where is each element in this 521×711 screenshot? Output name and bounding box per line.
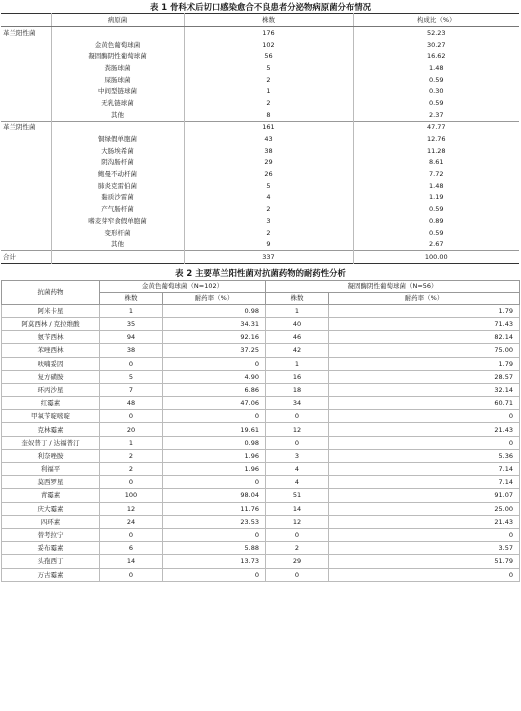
table-row: [1, 192, 519, 204]
table-row: [1, 215, 519, 227]
table-row: [2, 476, 520, 489]
table-row: [1, 145, 519, 157]
table2-cell-count-b: 42: [266, 344, 329, 357]
table2-cell-rate-a: 0: [163, 528, 266, 541]
table1-cell-group: 革兰阴性菌: [1, 121, 51, 133]
table1-cell-pathogen: 粪肠球菌: [51, 62, 184, 74]
table2-cell-count-a: 0: [100, 410, 163, 423]
table2-header-cons: 凝固酶阴性葡萄球菌（N=56）: [266, 280, 520, 292]
table-row: [1, 109, 519, 121]
table2-cell-drug: 苯唑西林: [2, 344, 100, 357]
table2-cell-count-b: 0: [266, 568, 329, 581]
table-row: [1, 227, 519, 239]
table1-cell-count: 29: [184, 157, 353, 169]
table1-cell-pathogen: 嗜麦芽窄食假单胞菌: [51, 215, 184, 227]
table2-cell-drug: 阿莫西林 / 克拉维酸: [2, 317, 100, 330]
table2-cell-rate-b: 1.79: [329, 304, 520, 317]
table1-cell-percent: 2.67: [353, 238, 519, 250]
table1-cell-count: 3: [184, 215, 353, 227]
table2-cell-rate-b: 91.07: [329, 489, 520, 502]
table2-cell-count-a: 2: [100, 463, 163, 476]
table1-cell-group: [1, 227, 51, 239]
table1-cell-group: 革兰阳性菌: [3, 28, 36, 37]
table1-cell-group: [1, 133, 51, 145]
table2-cell-count-a: 35: [100, 317, 163, 330]
table1-cell-pathogen: [51, 121, 184, 133]
table2-cell-rate-a: 5.88: [163, 542, 266, 555]
table2-cell-rate-b: 32.14: [329, 383, 520, 396]
table-row: [1, 27, 519, 39]
table2-cell-drug: 妥布霉素: [2, 542, 100, 555]
table2-cell-count-b: 18: [266, 383, 329, 396]
table1-cell-percent: 0.59: [353, 97, 519, 109]
table-row: [1, 121, 519, 133]
table2-cell-count-b: 12: [266, 423, 329, 436]
table2-cell-count-a: 20: [100, 423, 163, 436]
table-row: [2, 317, 520, 330]
table1-cell-percent: 0.89: [353, 215, 519, 227]
table2-cell-rate-b: 0: [329, 528, 520, 541]
table1-cell-percent: 12.76: [353, 133, 519, 145]
table-row: [2, 528, 520, 541]
table1-cell-count: 176: [184, 27, 353, 39]
table2-cell-drug: 甲氧苄啶嘧啶: [2, 410, 100, 423]
table-row: [2, 502, 520, 515]
table2-cell-rate-b: 51.79: [329, 555, 520, 568]
table2-cell-rate-b: 71.43: [329, 317, 520, 330]
table2-cell-count-a: 100: [100, 489, 163, 502]
table-row: [2, 357, 520, 370]
table1-cell-pathogen: 屎肠球菌: [51, 74, 184, 86]
table1-cell-percent: 0.59: [353, 203, 519, 215]
table1-cell-group: [1, 180, 51, 192]
table-row: [1, 62, 519, 74]
table1-cell-group: [1, 85, 51, 97]
table2-cell-rate-a: 0.98: [163, 304, 266, 317]
table2-cell-count-a: 48: [100, 397, 163, 410]
table1-cell-count: 8: [184, 109, 353, 121]
table2-cell-rate-a: 0: [163, 410, 266, 423]
table2-cell-drug: 青霉素: [2, 489, 100, 502]
table-row: [1, 50, 519, 62]
table1-cell-pathogen: [51, 27, 184, 39]
table-row: [1, 203, 519, 215]
table2-cell-rate-b: 0: [329, 568, 520, 581]
table-row: [1, 238, 519, 250]
table1-cell-count: 56: [184, 50, 353, 62]
table1-cell-percent: 30.27: [353, 39, 519, 51]
table1-cell-pathogen: 阴沟肠杆菌: [51, 157, 184, 169]
table2-cell-count-a: 0: [100, 528, 163, 541]
table1-cell-pathogen: 其他: [51, 109, 184, 121]
table1-header-row: [1, 14, 519, 27]
table-row: [1, 157, 519, 169]
table1-cell-group: [1, 192, 51, 204]
table2-cell-drug: 利奈唑胺: [2, 449, 100, 462]
table2-cell-rate-a: 34.31: [163, 317, 266, 330]
table2-cell-count-b: 51: [266, 489, 329, 502]
table-row: [2, 397, 520, 410]
table2-cell-count-a: 6: [100, 542, 163, 555]
table2-cell-drug: 红霉素: [2, 397, 100, 410]
table1-cell-group: [1, 215, 51, 227]
table-row: [1, 251, 519, 264]
table2-sub-rate-b: 耐药率（%）: [329, 292, 520, 304]
table2-cell-count-b: 34: [266, 397, 329, 410]
table-row: [1, 168, 519, 180]
table2-cell-rate-b: 1.79: [329, 357, 520, 370]
table2-cell-rate-b: 60.71: [329, 397, 520, 410]
table1-cell-count: 337: [184, 251, 353, 264]
table2-cell-drug: 呋喃妥因: [2, 357, 100, 370]
table1-cell-count: 38: [184, 145, 353, 157]
table2-cell-drug: 头孢西丁: [2, 555, 100, 568]
table2-cell-count-a: 94: [100, 331, 163, 344]
table1-cell-percent: 0.59: [353, 74, 519, 86]
table2-cell-drug: 氨苄西林: [2, 331, 100, 344]
table2-cell-drug: 庆大霉素: [2, 502, 100, 515]
table2-cell-drug: 环丙沙星: [2, 383, 100, 396]
table2-cell-rate-a: 0.98: [163, 436, 266, 449]
table1-cell-percent: 100.00: [353, 251, 519, 264]
table2-cell-count-b: 4: [266, 476, 329, 489]
table1-cell-count: 2: [184, 203, 353, 215]
table-row: [1, 180, 519, 192]
table1-header-group: [1, 14, 51, 27]
table1-cell-group: [1, 203, 51, 215]
table1-header-percent: 构成比（%）: [353, 14, 519, 27]
table2-cell-drug: 阿米卡星: [2, 304, 100, 317]
table2-cell-count-b: 4: [266, 463, 329, 476]
table-row: [2, 568, 520, 581]
table1-cell-group: [1, 62, 51, 74]
table2-cell-rate-b: 7.14: [329, 463, 520, 476]
table1-cell-group: [1, 145, 51, 157]
table1-cell-percent: 1.48: [353, 62, 519, 74]
table1-cell-count: 5: [184, 180, 353, 192]
table2-cell-count-b: 1: [266, 357, 329, 370]
table2-cell-drug: 复方磺胺: [2, 370, 100, 383]
table1-cell-pathogen: 铜绿假单胞菌: [51, 133, 184, 145]
table1-cell-count: 2: [184, 227, 353, 239]
table2-cell-rate-b: 75.00: [329, 344, 520, 357]
table1-cell-pathogen: 产气肠杆菌: [51, 203, 184, 215]
table-row: [2, 542, 520, 555]
table1-cell-count: 2: [184, 74, 353, 86]
table1-cell-percent: 0.59: [353, 227, 519, 239]
table1-cell-group: [1, 39, 51, 51]
table1-cell-count: 26: [184, 168, 353, 180]
table1-cell-pathogen: 金黄色葡萄球菌: [51, 39, 184, 51]
table1-cell-group: [1, 238, 51, 250]
table2-cell-rate-a: 1.96: [163, 463, 266, 476]
table2-cell-rate-a: 0: [163, 476, 266, 489]
table2-cell-drug: 利福平: [2, 463, 100, 476]
table2-cell-count-b: 14: [266, 502, 329, 515]
table-row: [1, 39, 519, 51]
table1-cell-pathogen: 肺炎克雷伯菌: [51, 180, 184, 192]
table-row: [2, 555, 520, 568]
table2-cell-rate-b: 82.14: [329, 331, 520, 344]
table2-cell-drug: 四环素: [2, 515, 100, 528]
table1-cell-percent: 1.19: [353, 192, 519, 204]
table2-sub-count-a: 株数: [100, 292, 163, 304]
table1-cell-count: 9: [184, 238, 353, 250]
table-row: [2, 449, 520, 462]
table2-header-drug: 抗菌药物: [2, 280, 100, 304]
table2-cell-rate-a: 0: [163, 568, 266, 581]
table1-cell-group: [1, 50, 51, 62]
table2-cell-drug: 克林霉素: [2, 423, 100, 436]
table2-cell-count-a: 1: [100, 436, 163, 449]
table2-cell-rate-b: 25.00: [329, 502, 520, 515]
table1-cell-group: 合计: [1, 251, 51, 264]
table1-cell-percent: 1.48: [353, 180, 519, 192]
table2-cell-count-a: 14: [100, 555, 163, 568]
table2-caption: 表 2 主要革兰阳性菌对抗菌药物的耐药性分析: [175, 267, 346, 278]
table-row: [2, 463, 520, 476]
table2-cell-rate-b: 5.36: [329, 449, 520, 462]
table1-cell-count: 4: [184, 192, 353, 204]
table1-header-count: 株数: [184, 14, 353, 27]
table1-cell-percent: 16.62: [353, 50, 519, 62]
table1-cell-group: [1, 157, 51, 169]
table2-cell-rate-a: 19.61: [163, 423, 266, 436]
table2-cell-count-a: 24: [100, 515, 163, 528]
table2-cell-rate-a: 92.16: [163, 331, 266, 344]
table1-cell-count: 161: [184, 121, 353, 133]
table2-cell-count-b: 1: [266, 304, 329, 317]
table2-cell-drug: 万古霉素: [2, 568, 100, 581]
table2-cell-count-b: 2: [266, 542, 329, 555]
table-row: [1, 74, 519, 86]
table2-cell-count-b: 40: [266, 317, 329, 330]
table1-cell-percent: 7.72: [353, 168, 519, 180]
table2-cell-rate-a: 98.04: [163, 489, 266, 502]
table1-cell-pathogen: 凝固酶阴性葡萄球菌: [51, 50, 184, 62]
table-row: [2, 383, 520, 396]
table2-header-staph-aureus: 金黄色葡萄球菌（N=102）: [100, 280, 266, 292]
table2-cell-rate-b: 0: [329, 436, 520, 449]
table2-cell-count-b: 0: [266, 528, 329, 541]
table1-cell-pathogen: 变形杆菌: [51, 227, 184, 239]
table2-cell-count-b: 29: [266, 555, 329, 568]
table1-cell-pathogen: 黏质沙雷菌: [51, 192, 184, 204]
table-row: [2, 515, 520, 528]
table2-cell-drug: 奎奴普丁 / 达福普汀: [2, 436, 100, 449]
table-row: [2, 436, 520, 449]
table1-cell-percent: 47.77: [353, 121, 519, 133]
table2-cell-count-a: 5: [100, 370, 163, 383]
table1-header-pathogen: 病原菌: [51, 14, 184, 27]
table2-cell-rate-a: 23.53: [163, 515, 266, 528]
table2-cell-rate-a: 1.96: [163, 449, 266, 462]
table2-cell-count-a: 7: [100, 383, 163, 396]
table2-cell-count-b: 16: [266, 370, 329, 383]
table1-cell-pathogen: 无乳链球菌: [51, 97, 184, 109]
table1-cell-group: [1, 74, 51, 86]
table1-cell-count: 5: [184, 62, 353, 74]
table2-cell-rate-a: 4.90: [163, 370, 266, 383]
table1-cell-count: 1: [184, 85, 353, 97]
table2-cell-count-b: 3: [266, 449, 329, 462]
table2-cell-drug: 莫西罗星: [2, 476, 100, 489]
table-row: [2, 423, 520, 436]
table2-cell-rate-b: 0: [329, 410, 520, 423]
table1-body: [1, 27, 519, 264]
table2-header-row-1: [2, 280, 520, 292]
table1-cell-percent: 8.61: [353, 157, 519, 169]
table1-cell-pathogen: 中间型链球菌: [51, 85, 184, 97]
table2-cell-rate-b: 21.43: [329, 515, 520, 528]
table2-cell-count-a: 0: [100, 568, 163, 581]
table2-cell-rate-b: 7.14: [329, 476, 520, 489]
table2-drug-resistance: [1, 280, 520, 582]
table2-cell-rate-a: 6.86: [163, 383, 266, 396]
table2-cell-rate-a: 37.25: [163, 344, 266, 357]
table2-sub-count-b: 株数: [266, 292, 329, 304]
table2-cell-count-a: 1: [100, 304, 163, 317]
table2-cell-rate-a: 0: [163, 357, 266, 370]
table1-cell-percent: 2.37: [353, 109, 519, 121]
table-row: [2, 344, 520, 357]
table-row: [2, 331, 520, 344]
table-row: [1, 97, 519, 109]
table2-cell-count-a: 38: [100, 344, 163, 357]
table2-cell-count-a: 0: [100, 357, 163, 370]
table1-cell-percent: 52.23: [353, 27, 519, 39]
table1-pathogen-distribution: [1, 13, 519, 264]
table1-cell-count: 2: [184, 97, 353, 109]
table1-cell-pathogen: 鲍曼不动杆菌: [51, 168, 184, 180]
table-row: [2, 410, 520, 423]
table1-cell-pathogen: 其他: [51, 238, 184, 250]
table2-body: [2, 304, 520, 581]
table2-cell-count-b: 0: [266, 436, 329, 449]
table1-caption: 表 1 骨科术后切口感染愈合不良患者分泌物病原菌分布情况: [149, 2, 372, 12]
table2-cell-count-b: 46: [266, 331, 329, 344]
table2-cell-rate-b: 21.43: [329, 423, 520, 436]
table2-cell-count-a: 0: [100, 476, 163, 489]
table-row: [2, 370, 520, 383]
table1-cell-pathogen: 大肠埃希菌: [51, 145, 184, 157]
table2-cell-rate-a: 13.73: [163, 555, 266, 568]
table1-cell-group: [1, 97, 51, 109]
table1-cell-pathogen: [51, 251, 184, 264]
table1-cell-count: 43: [184, 133, 353, 145]
table-row: [1, 85, 519, 97]
table2-cell-drug: 替考拉宁: [2, 528, 100, 541]
table1-cell-percent: 0.30: [353, 85, 519, 97]
table-row: [2, 304, 520, 317]
table2-cell-count-a: 12: [100, 502, 163, 515]
table-row: [2, 489, 520, 502]
table2-sub-rate-a: 耐药率（%）: [163, 292, 266, 304]
table1-cell-percent: 11.28: [353, 145, 519, 157]
table1-cell-group: [1, 168, 51, 180]
table1-cell-group: [1, 109, 51, 121]
table2-cell-rate-b: 28.57: [329, 370, 520, 383]
table-row: [1, 133, 519, 145]
table2-cell-rate-b: 3.57: [329, 542, 520, 555]
table2-cell-rate-a: 47.06: [163, 397, 266, 410]
table2-cell-rate-a: 11.76: [163, 502, 266, 515]
table1-cell-count: 102: [184, 39, 353, 51]
table2-cell-count-a: 2: [100, 449, 163, 462]
table2-cell-count-b: 0: [266, 410, 329, 423]
table2-cell-count-b: 12: [266, 515, 329, 528]
